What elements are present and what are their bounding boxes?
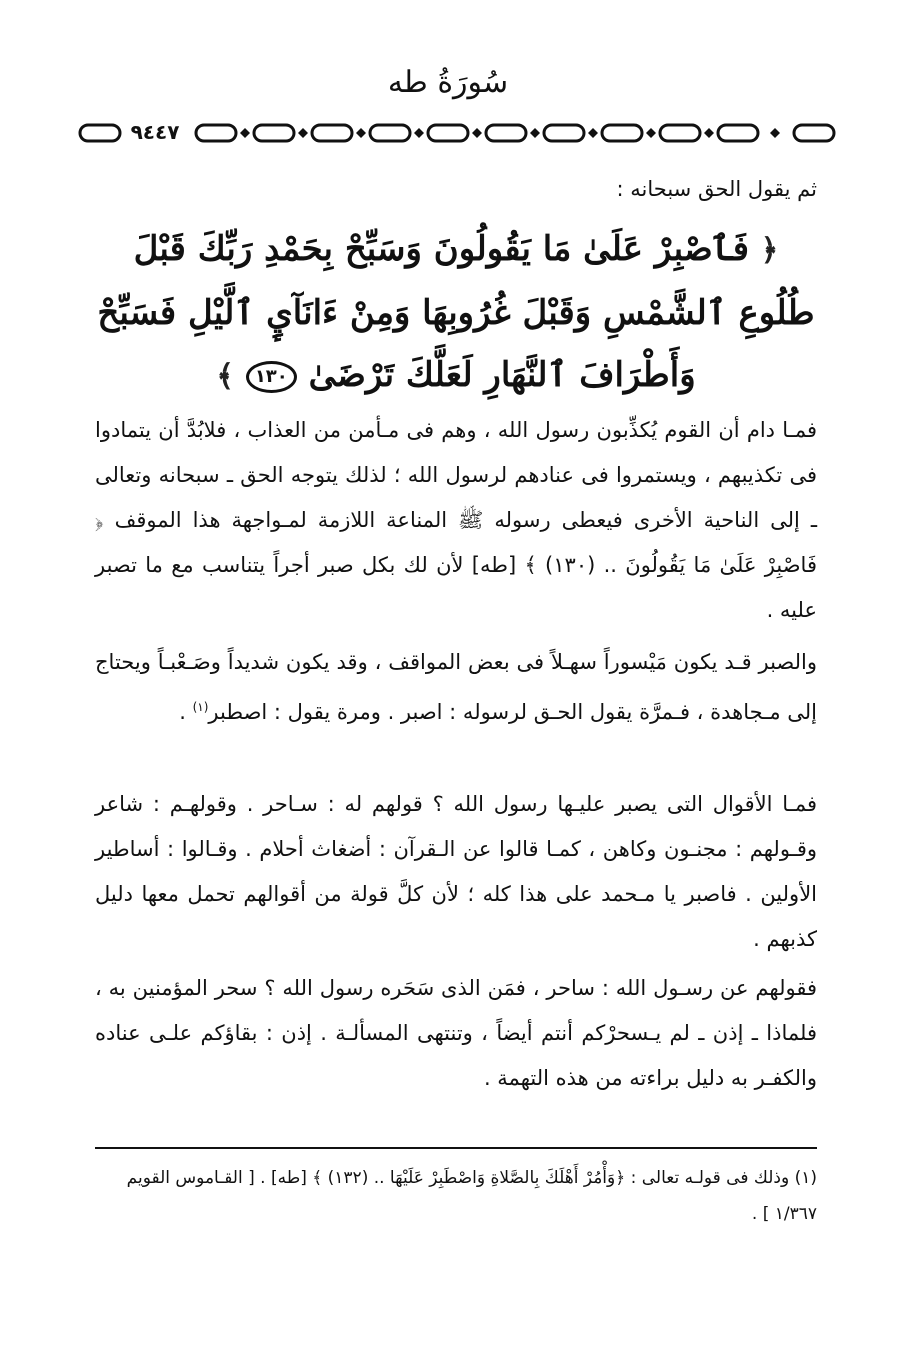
ornament-border — [78, 118, 838, 148]
paragraph: فقولهم عن رسـول الله : ساحر ، فمَن الذى سَحَره رسول الله ؟ سحر المؤمنين به ، فلماذا ـ إذن ـ لم يـسحرْكم أنتم أيضاً ، وتنتهى المسألـة . إذن : بقاؤكم علـى عناده والكفـر به دليل براءته من هذه التهمة . — [95, 976, 817, 1090]
paragraph: فمـا الأقوال التى يصبر عليـها رسول الله ؟ قولهم له : سـاحر . وقولهـم : شاعر وقـولهم : مجنـون وكاهن ، كمـا قالوا عن الـقرآن : أضغاث أحلام . وقـالوا : أساطير الأولين . فاصبر يا مـحمد على هذا كله ؛ لأن كلَّ قولة من أقوالهم تحمل معها دليل كذبهم . — [95, 792, 817, 951]
page-number: ٩٤٤٧ — [122, 118, 188, 146]
footnote-divider — [95, 1147, 817, 1149]
footnote: (١) وذلك فى قولـه تعالى : ﴿وَأْمُرْ أَهْلَكَ بِالصَّلاةِ وَاصْطَبِرْ عَلَيْهَا .. (١٣٢) ﴾ [طه] . [ القـاموس القويم ١/٣٦٧ ] . — [126, 1168, 817, 1224]
ayah-number: ١٣٠ — [246, 361, 297, 393]
footnote-marker: (١) — [192, 700, 209, 714]
paragraph — [95, 640, 817, 735]
intro-line: ثم يقول الحق سبحانه : — [616, 177, 817, 201]
paragraph-end: . — [179, 700, 186, 724]
quran-verse — [95, 218, 817, 408]
paragraph: فمـا دام أن القوم يُكذِّبون رسول الله ، وهم فى مـأمن من العذاب ، فلابُدَّ أن يتمادوا فى تكذيبهم ، ويستمروا فى عنادهم لرسول الله ؛ لذلك يتوجه الحق ـ سبحانه وتعالى ـ إلى الناحية الأخرى فيعطى رسوله ﷺ المناعة اللازمة لمـواجهة هذا الموقف ﴿ فَاصْبِرْ عَلَىٰ مَا يَقُولُونَ .. (١٣٠) ﴾ [طه] لأن لك بكل صبر أجراً يتناسب مع ما تصبر عليه . — [95, 418, 817, 622]
surah-title: سُورَةُ طه — [387, 65, 509, 100]
verse-text: فَٱصْبِرْ عَلَىٰ مَا يَقُولُونَ وَسَبِّحْ بِحَمْدِ رَبِّكَ قَبْلَ طُلُوعِ ٱلشَّمْسِ وَقَبْلَ غُرُوبِهَا وَمِنْ ءَانَآيِٕ ٱلَّيْلِ فَسَبِّحْ وَأَطْرَافَ ٱلنَّهَارِ لَعَلَّكَ تَرْضَىٰ — [97, 229, 815, 395]
paragraph-text: والصبر قـد يكون مَيْسوراً سهـلاً فى بعض المواقف ، وقد يكون شديداً وصَـعْبـاً ويحتاج إلى مـجاهدة ، فـمرَّة يقول الحـق لرسوله : اصبر . ومرة يقول : اصطبر — [95, 650, 817, 724]
verse-close-ornament: ﴾ — [216, 359, 234, 394]
verse-open-ornament: ﴿ — [760, 233, 779, 268]
